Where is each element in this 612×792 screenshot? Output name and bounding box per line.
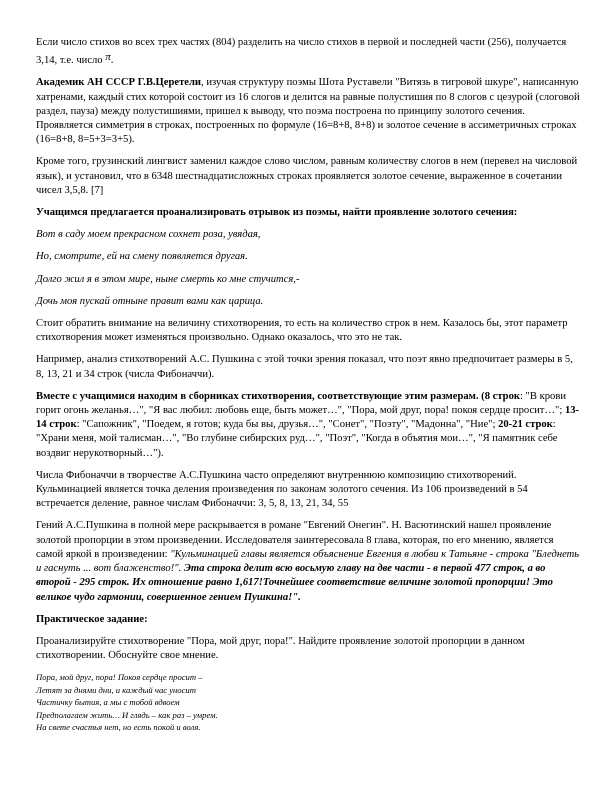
collections-lead: Вместе с учащимися находим в сборниках стихотворения, соответствующие этим размерам. (8 строк [36, 390, 520, 402]
poem-line: На свете счастья нет, но есть покой и воля. [36, 721, 201, 732]
verse-line: Вот в саду моем прекрасном сохнет роза, увядая, [36, 229, 261, 241]
collections-13: : "Сапожник", "Поедем, я готов; куда бы вы, друзья…", "Сонет", "Поэту", "Мадонна", "Ние"; [76, 419, 499, 431]
paragraph-pushkin: Например, анализ стихотворений А.С. Пушкина с этой точки зрения показал, что поэт явно предпочитает размеры в 5, 8, 13, 21 и 34 строк (числа Фибоначчи). [36, 354, 573, 380]
paragraph-onegin [36, 519, 580, 604]
document-page [36, 36, 580, 733]
poem-line: Предполагаем жить… И глядь – как раз – умрем. [36, 709, 218, 720]
pi-text: Если число стихов во всех трех частях (804) разделить на число стихов в первой и последней части (256), получается 3,14, т.е. число [36, 37, 567, 67]
collections-20-label: 20-21 строк [498, 419, 553, 431]
verse-line: Но, смотрите, ей на смену появляется другая. [36, 251, 248, 263]
verse-line: Дочь моя пускай отныне правит вами как царица. [36, 295, 264, 307]
poem-line: Частичку бытия, а мы с тобой вдвоем [36, 697, 180, 708]
pi-end: . [110, 55, 114, 67]
paragraph-collections [36, 390, 580, 461]
task-heading: Учащимся предлагается проанализировать отрывок из поэмы, найти проявление золотого сечения: [36, 207, 518, 219]
poem-excerpt [36, 671, 580, 733]
onegin-text: Гений А.С.Пушкина в полной мере раскрывается в романе "Евгений Онегин". Н. Васютинский нашел проявление золотой пропорции в этом произведении. Исследователя заинтересовала 8 глава, которая, по его мнению, является самой яркой в произведении: [36, 520, 554, 560]
verse-line: Долго жил я в этом мире, ныне смерть ко мне стучится,- [36, 273, 300, 285]
onegin-quote: "Кульминацией главы является объяснение Евгения в любви к Татьяне - строка "Бледнеть и гаснуть ... вот блаженство!". [36, 548, 580, 575]
pi-symbol: π [105, 51, 111, 64]
paragraph-tsereteli [36, 76, 580, 147]
practice-heading: Практическое задание: [36, 613, 148, 625]
tsereteli-name: Академик АН СССР Г.В.Церетели [36, 77, 202, 89]
verse-excerpt [36, 228, 580, 309]
tsereteli-text: , изучая структуру поэмы Шота Руставели "Витязь в тигровой шкуре", написанную хатренами, каждый стих которой состоит из 16 слогов и делится на равные полустишия по 8 слогов с цезурой (слоговой раздел, пауза) между полустишиями, пришел к выводу, что поэма построена по принципу золотого сечения. Проявляется симметрия в строках, построенных по формуле (16=8+8, 8+8) и золотое сечение в ассиметричных строках (16=8+8, 8=5+3=3+5). [36, 77, 580, 146]
poem-line: Пора, мой друг, пора! Покоя сердце просит – [36, 672, 203, 683]
collections-20: : "Храни меня, мой талисман…", "Во глубине сибирских руд…", "Поэт", "Когда в объятия мои…", "Я памятник себе воздвиг нерукотворный…"). [36, 419, 558, 459]
collections-13-label: 13-14 строк [36, 405, 580, 431]
collections-8: : "В крови горит огонь желанья…", "Я вас любил: любовь еще, быть может…", "Пора, мой друг, пора! покоя сердце просит…"; [36, 390, 567, 417]
paragraph-linguist: Кроме того, грузинский лингвист заменил каждое слово числом, равным количеству слогов в нем (перевел на числовой язык), и установил, что в 6348 шестнадцатисложных строках проявляется золотое сечение, выраженное в сочетании чисел 3,5,8. [7] [36, 156, 578, 196]
poem-line: Летят за днями дни, и каждый час уносит [36, 684, 196, 695]
paragraph-pi [36, 36, 580, 68]
paragraph-fibonacci: Числа Фибоначчи в творчестве А.С.Пушкина часто определяют внутреннюю композицию стихотворений. Кульминацией является точка деления произведения по законам золотого сечения. Из 106 произведений в 54 встречается деление, равное числам Фибоначчи: 3, 5, 8, 13, 21, 34, 55 [36, 469, 528, 510]
onegin-quote-bold: Эта строка делит всю восьмую главу на две части - в первой 477 строк, а во второй - 295 строк. Их отношение равно 1,617!Точнейшее соответствие величине золотой пропорции! Это великое чудо гармонии, совершенное гением Пушкина!". [36, 563, 553, 603]
paragraph-size: Стоит обратить внимание на величину стихотворения, то есть на количество строк в нем. Казалось бы, этот параметр стихотворения может изменяться произвольно. Однако оказалось, что это не так. [36, 318, 568, 344]
practice-task: Проанализируйте стихотворение "Пора, мой друг, пора!". Найдите проявление золотой пропорции в данном стихотворении. Обоснуйте свое мнение. [36, 635, 525, 662]
